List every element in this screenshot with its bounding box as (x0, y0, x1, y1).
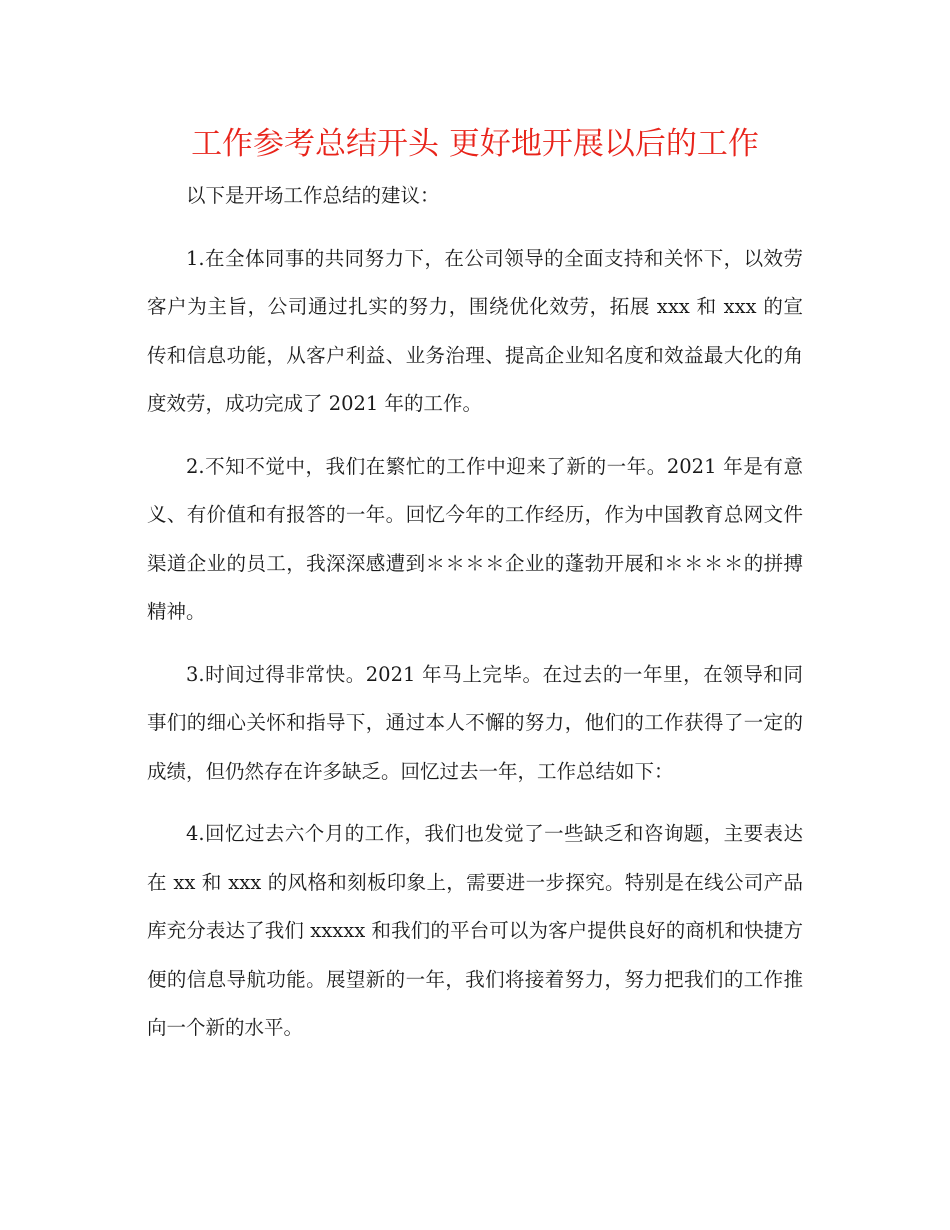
document-body (147, 172, 803, 1067)
paragraph-3: 3.时间过得非常快。2021 年马上完毕。在过去的一年里，在领导和同事们的细心关怀和指导下，通过本人不懈的努力，他们的工作获得了一定的成绩，但仍然存在许多缺乏。回忆过去一年，工作总结如下： (147, 662, 803, 783)
document-title: 工作参考总结开头 更好地开展以后的工作 (191, 126, 759, 162)
intro-paragraph: 以下是开场工作总结的建议： (186, 184, 440, 207)
paragraph-2: 2.不知不觉中，我们在繁忙的工作中迎来了新的一年。2021 年是有意义、有价值和有报答的一年。回忆今年的工作经历，作为中国教育总网文件渠道企业的员工，我深深感遭到＊＊＊＊企业的蓬勃开展和＊＊＊＊的拼搏精神。 (147, 454, 803, 623)
paragraph-1: 1.在全体同事的共同努力下，在公司领导的全面支持和关怀下，以效劳客户为主旨，公司通过扎实的努力，围绕优化效劳，拓展 xxx 和 xxx 的宣传和信息功能，从客户利益、业务治理、提高企业知名度和效益最大化的角度效劳，成功完成了 2021 年的工作。 (147, 246, 803, 415)
paragraph-4: 4.回忆过去六个月的工作，我们也发觉了一些缺乏和咨询题，主要表达在 xx 和 xxx 的风格和刻板印象上，需要进一步探究。特别是在线公司产品库充分表达了我们 xxxxx 和我们的平台可以为客户提供良好的商机和快捷方便的信息导航功能。展望新的一年，我们将接着努力，努力把我们的工作推向一个新的水平。 (147, 822, 803, 1039)
